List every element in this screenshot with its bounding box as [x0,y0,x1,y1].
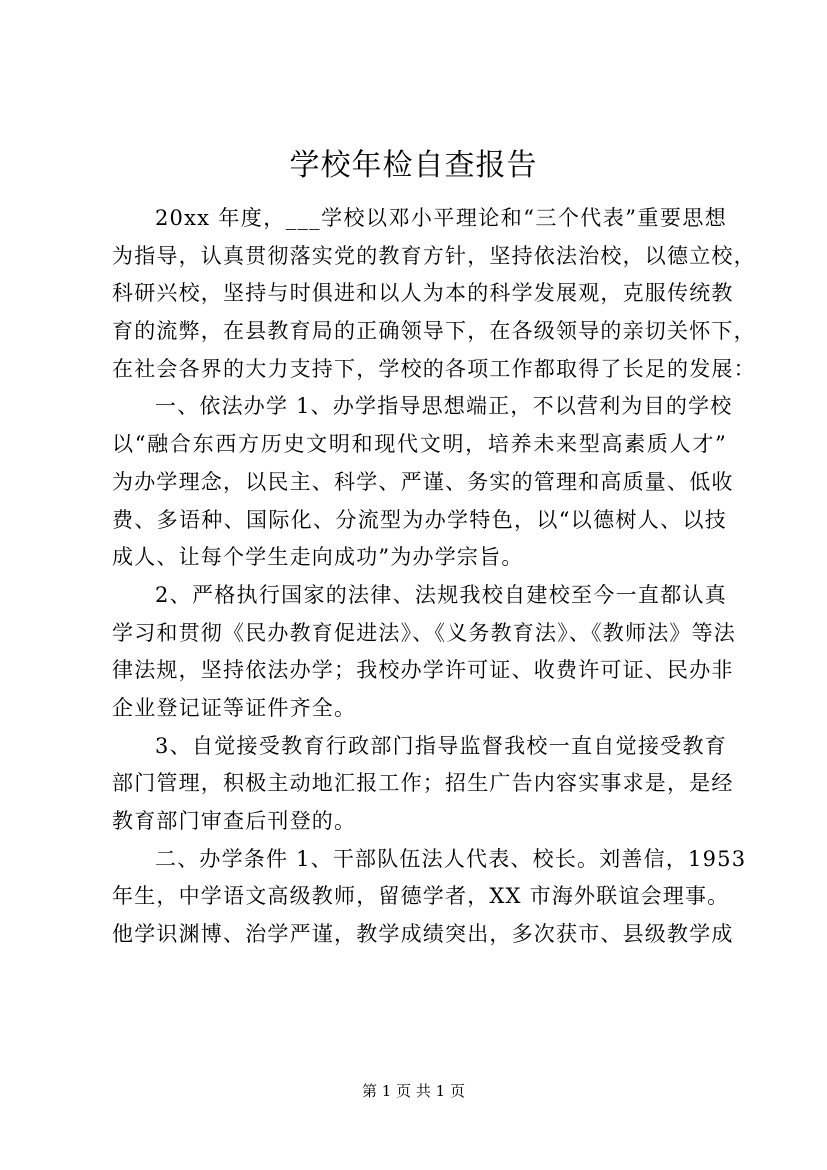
paragraph-line: 一、依法办学 1、办学指导思想端正，不以营利为目的学校 [155,394,733,419]
page-number-footer: 第 1 页 共 1 页 [362,1082,465,1100]
paragraph-line: 他学识渊博、治学严谨，教学成绩突出，多次获市、县级教学成 [112,922,734,947]
paragraph-line: 为办学理念，以民主、科学、严谨、务实的管理和高质量、低收 [112,469,734,494]
paragraph-line: 企业登记证等证件齐全。 [112,695,357,720]
paragraph-line: 成人、让每个学生走向成功”为办学宗旨。 [112,545,524,570]
paragraph-line: 科研兴校，坚持与时俱进和以人为本的科学发展观，克服传统教 [112,281,734,306]
paragraph-line: 年生，中学语文高级教师，留德学者，XX 市海外联谊会理事。 [112,884,730,909]
paragraph-line: 教育部门审查后刊登的。 [112,809,357,833]
document-title: 学校年检自查报告 [289,148,538,183]
paragraph-line: 部门管理，积极主动地汇报工作；招生广告内容实事求是，是经 [112,771,734,796]
paragraph-line: 2、严格执行国家的法律、法规我校自建校至今一直都认真 [155,582,727,607]
paragraph-line: 律法规，坚持依法办学；我校办学许可证、收费许可证、民办非 [112,658,734,683]
paragraph-line: 在社会各界的大力支持下，学校的各项工作都取得了长足的发展： [112,356,756,381]
paragraph-line: 二、办学条件 1、干部队伍法人代表、校长。刘善信，1953 [155,846,747,871]
paragraph-line: 学习和贯彻《民办教育促进法》、《义务教育法》、《教师法》等法 [112,620,736,645]
paragraph-line: 为指导，认真贯彻落实党的教育方针，坚持依法治校，以德立校， [112,243,756,268]
document-body [112,200,756,954]
paragraph-line: 20xx 年度，___学校以邓小平理论和“三个代表”重要思想 [155,206,727,230]
paragraph-line: 以“融合东西方历史文明和现代文明，培养未来型高素质人才” [112,432,727,457]
paragraph-line: 3、自觉接受教育行政部门指导监督我校一直自觉接受教育 [155,733,727,758]
paragraph-line: 育的流弊，在县教育局的正确领导下，在各级领导的亲切关怀下， [112,319,756,344]
paragraph-line: 费、多语种、国际化、分流型为办学特色，以“以德树人、以技 [112,507,727,532]
